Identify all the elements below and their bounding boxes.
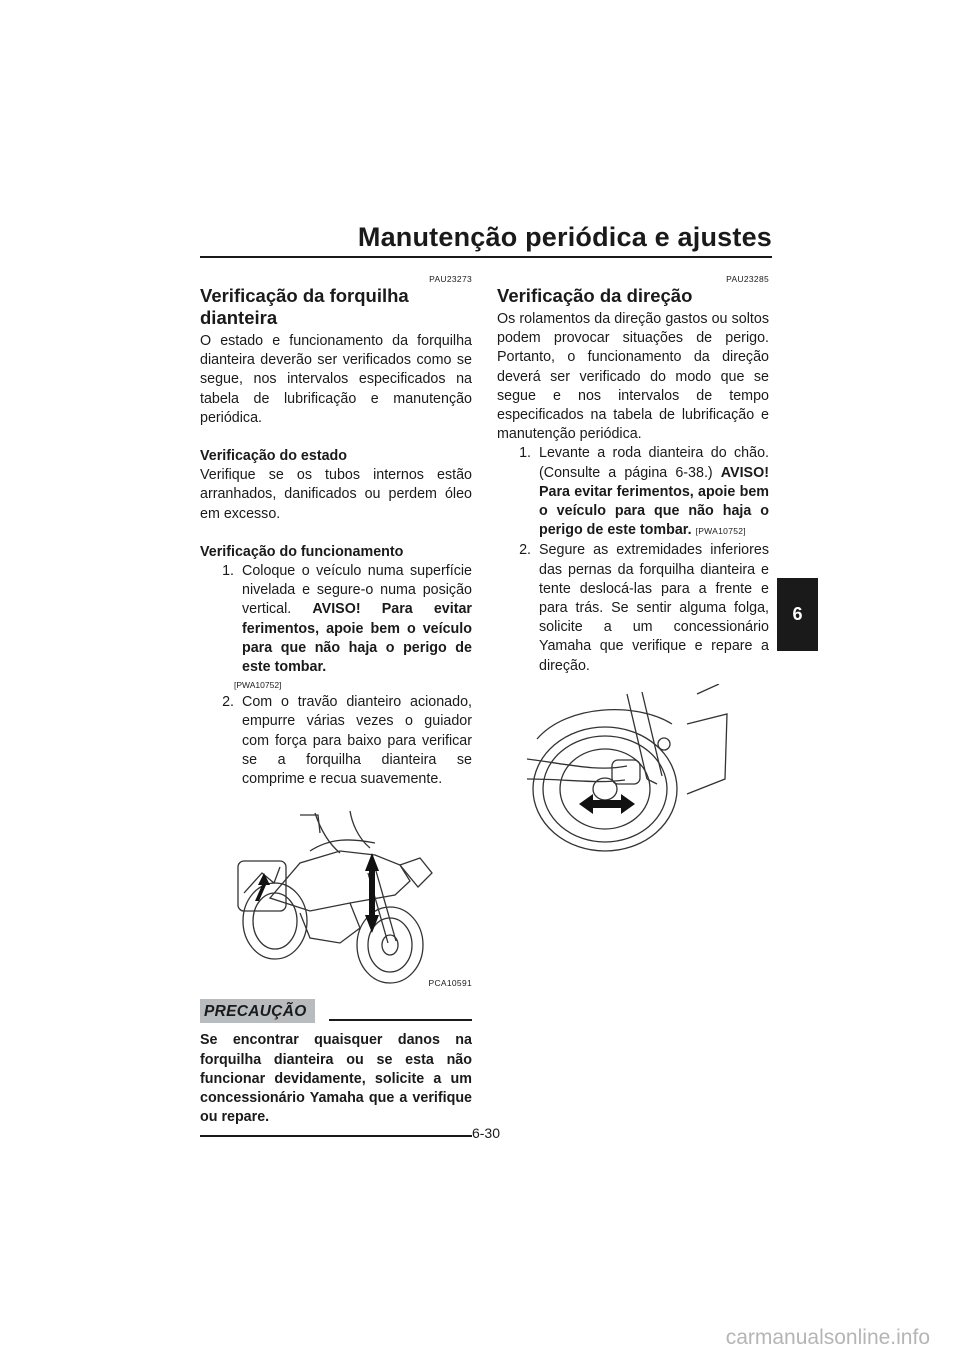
step-text: Com o travão dianteiro acionado, empurre várias vezes o guiador com força para baixo para verificar se a forquilha dianteira se comprime e recua suavemente. [242, 694, 472, 788]
section-code: PAU23273 [429, 274, 472, 284]
caution-header [200, 999, 472, 1023]
step-number: 1. [519, 445, 531, 462]
section-heading-steering: Verificação da direção [497, 285, 693, 306]
caution-label: PRECAUÇÃO [200, 999, 315, 1023]
list-item [497, 541, 769, 675]
warning-text: AVISO! Para evitar ferimentos, apoie bem o veículo para que não haja o perigo de este tombar. [242, 601, 472, 676]
left-column [200, 274, 472, 1137]
chapter-tab [777, 578, 818, 651]
step-number: 2. [519, 542, 531, 559]
step-number: 2. [222, 694, 234, 711]
steering-intro: Os rolamentos da direção gastos ou soltos podem provocar situações de perigo. Portanto, o funcionamento da direção deverá ser verificado do modo que se segue e nos intervalos de tempo especificados na tabela de lubrificação e manutenção periódica. [497, 311, 769, 443]
step-number: 1. [222, 563, 234, 580]
section-heading-fork: Verificação da forquilha dianteira [200, 285, 409, 328]
list-item [200, 693, 472, 789]
list-item [497, 444, 769, 541]
title-rule [200, 256, 772, 258]
motorcycle-fork-illustration [200, 803, 472, 993]
page-title: Manutenção periódica e ajustes [357, 222, 772, 252]
section-code: PAU23285 [726, 274, 769, 284]
step-instruction: Levante a roda dianteira do chão. (Consulte a página 6-38.) [539, 445, 769, 481]
step-instruction: Coloque o veículo numa superfície nivelada e segure-o numa posição vertical. [242, 563, 472, 618]
list-item [200, 562, 472, 677]
operation-steps [200, 562, 472, 789]
caution-text: Se encontrar quaisquer danos na forquilha dianteira ou se esta não funcionar devidamente, solicite a um concessionário Yamaha que a verifique ou repare. [200, 1032, 472, 1126]
subheading-operation: Verificação do funcionamento [200, 543, 404, 560]
steering-steps [497, 444, 769, 675]
caution-rule [329, 1019, 472, 1021]
page-number: 6-30 [471, 1125, 501, 1141]
condition-text: Verifique se os tubos internos estão arranhados, danificados ou perdem óleo em excesso. [200, 467, 472, 522]
step-text: Segure as extremidades inferiores das pernas da forquilha dianteira e tente deslocá-las para a frente e para trás. Se sentir alguma folga, solicite a um concessionário Yamaha que verifique e repare a direção. [539, 542, 769, 674]
steering-check-illustration [497, 684, 769, 854]
warning-code: [PWA10752] [695, 526, 746, 537]
figure-code: PCA10591 [428, 978, 472, 989]
figure-steering-check [497, 684, 769, 854]
warning-text: AVISO! Para evitar ferimentos, apoie bem o veículo para que não haja o perigo de este tombar. [539, 464, 769, 539]
figure-motorcycle-fork [200, 803, 472, 993]
right-column [497, 274, 769, 854]
step-text [242, 562, 472, 677]
chapter-tab-number: 6 [792, 604, 803, 624]
step-text [539, 444, 769, 541]
watermark: carmanualsonline.info [725, 1326, 930, 1349]
warning-code: [PWA10752] [234, 680, 282, 691]
subheading-condition: Verificação do estado [200, 448, 347, 465]
fork-intro: O estado e funcionamento da forquilha dianteira deverão ser verificados como se segue, nos intervalos especificados na tabela de lubrificação e manutenção periódica. [200, 333, 472, 426]
